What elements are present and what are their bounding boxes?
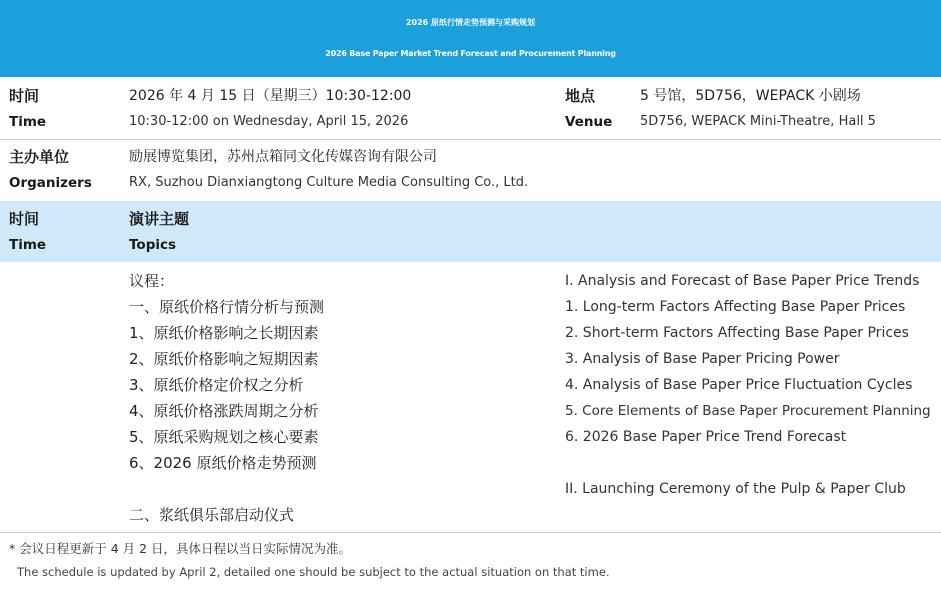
organizer-label-en: Organizers — [9, 175, 92, 191]
agenda-cn-item: 5、原纸采购规划之核心要素 — [129, 428, 319, 446]
agenda-cn-item: 2、原纸价格影响之短期因素 — [129, 350, 319, 368]
title-banner — [0, 0, 941, 77]
topics-time-label-cn: 时间 — [9, 210, 40, 228]
agenda-en-item: 2. Short-term Factors Affecting Base Paper Prices — [565, 325, 909, 341]
organizer-label-cn: 主办单位 — [9, 148, 70, 166]
footnote-cn: * 会议日程更新于 4 月 2 日，具体日程以当日实际情况为准。 — [9, 541, 352, 556]
time-label-cn: 时间 — [9, 87, 40, 105]
agenda-cn-item: 1、原纸价格影响之长期因素 — [129, 324, 319, 342]
agenda-cn-item: 6、2026 原纸价格走势预测 — [129, 454, 317, 472]
agenda-en-item: II. Launching Ceremony of the Pulp & Paper Club — [565, 481, 906, 497]
topics-label-en: Topics — [129, 237, 177, 253]
organizer-value-en: RX, Suzhou Dianxiangtong Culture Media Consulting Co., Ltd. — [129, 175, 529, 190]
agenda-cn-item: 4、原纸价格涨跌周期之分析 — [129, 402, 319, 420]
page-title-cn: 2026 原纸行情走势预测与采购规划 — [405, 18, 536, 27]
organizer-value-cn: 励展博览集团，苏州点箱同文化传媒咨询有限公司 — [129, 149, 437, 165]
agenda-en-item: 6. 2026 Base Paper Price Trend Forecast — [565, 429, 847, 445]
agenda-en-item: 1. Long-term Factors Affecting Base Paper Prices — [565, 299, 906, 315]
divider — [0, 532, 941, 533]
time-value-en: 10:30-12:00 on Wednesday, April 15, 2026 — [129, 114, 409, 129]
agenda-cn-item: 3、原纸价格定价权之分析 — [129, 376, 304, 394]
agenda-en-item: 5. Core Elements of Base Paper Procurement Planning — [565, 403, 931, 419]
agenda-cn-item: 一、原纸价格行情分析与预测 — [129, 298, 325, 316]
venue-value-cn: 5 号馆，5D756，WEPACK 小剧场 — [640, 88, 861, 104]
agenda-en-item: I. Analysis and Forecast of Base Paper Price Trends — [565, 273, 920, 289]
divider — [0, 139, 941, 140]
time-value-cn: 2026 年 4 月 15 日（星期三）10:30-12:00 — [129, 88, 412, 104]
topics-label-cn: 演讲主题 — [129, 210, 190, 228]
agenda-en-item: 4. Analysis of Base Paper Price Fluctuation Cycles — [565, 377, 913, 393]
venue-label-en: Venue — [565, 114, 613, 130]
agenda-en-item: 3. Analysis of Base Paper Pricing Power — [565, 351, 840, 367]
venue-label-cn: 地点 — [565, 87, 596, 105]
time-label-en: Time — [9, 114, 47, 130]
topics-time-label-en: Time — [9, 237, 47, 253]
page-title-en: 2026 Base Paper Market Trend Forecast and Procurement Planning — [325, 49, 616, 58]
footnote-en: The schedule is updated by April 2, detailed one should be subject to the actual situation on that time. — [17, 565, 610, 579]
agenda-cn-heading: 议程： — [129, 272, 175, 290]
agenda-cn-item: 二、浆纸俱乐部启动仪式 — [129, 506, 295, 524]
venue-value-en: 5D756, WEPACK Mini-Theatre, Hall 5 — [640, 114, 876, 129]
